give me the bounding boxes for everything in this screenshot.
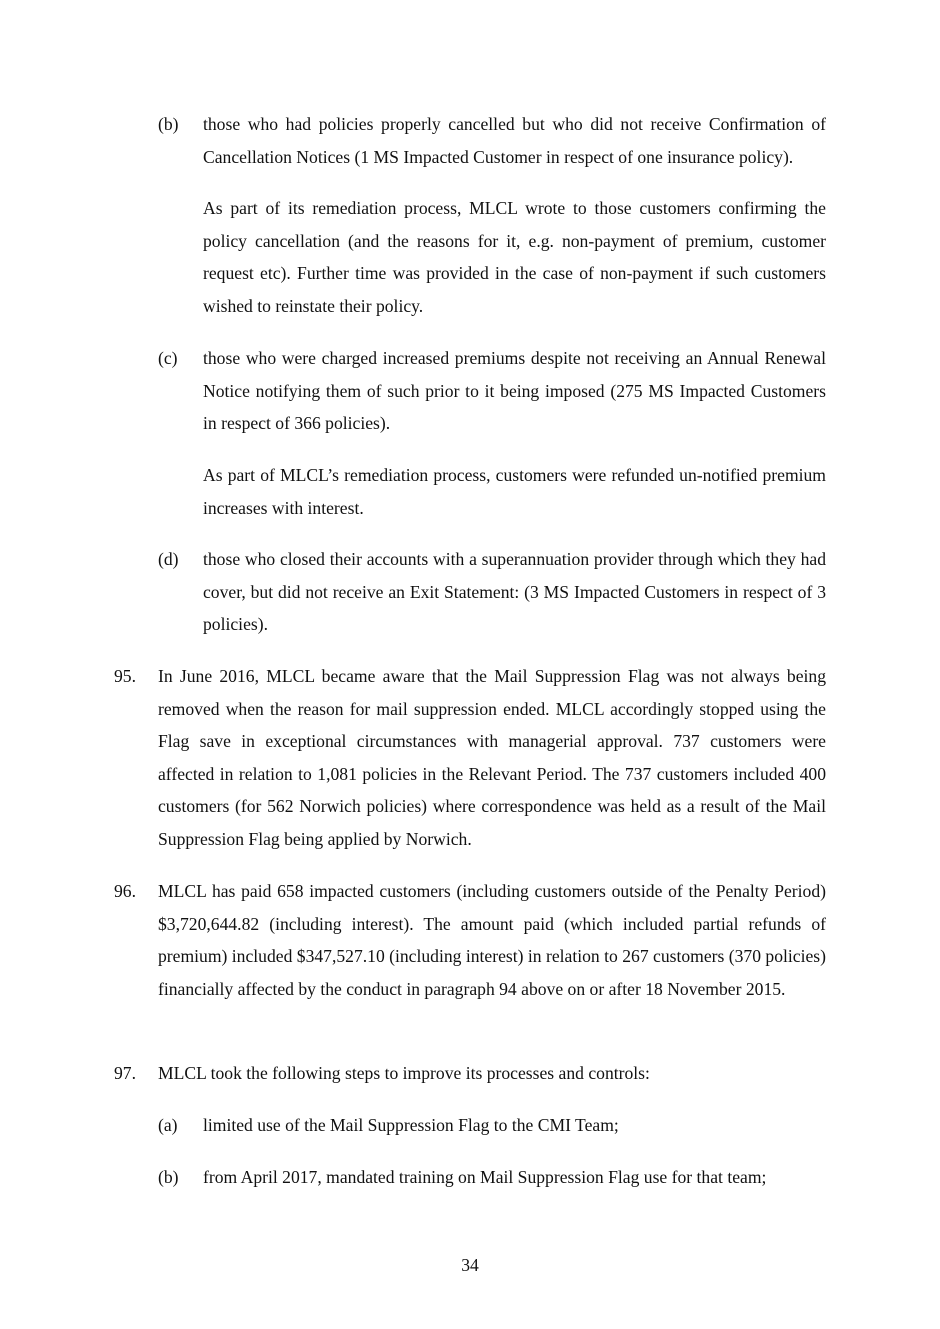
paragraph-number-95: 95. (114, 666, 136, 686)
paragraph-97: MLCL took the following steps to improve its processes and controls: (158, 1063, 650, 1083)
paragraph-96: MLCL has paid 658 impacted customers (including customers outside of the Penalty Period) $3,720,644.82 (including interest). The amount paid (which included partial refunds of premium) included $347,527.10 (including interest) in relation to 267 customers (370 policies) financially affected by the conduct in paragraph 94 above on or after 18 November 2015. (158, 881, 826, 999)
paragraph-number-97: 97. (114, 1063, 136, 1083)
item-text-d: those who closed their accounts with a superannuation provider through which they had cover, but did not receive an Exit Statement: (3 MS Impacted Customers in respect of 3 policies). (203, 549, 826, 634)
item-label-b: (b) (158, 114, 179, 134)
paragraph-number-96: 96. (114, 881, 136, 901)
step-text-b: from April 2017, mandated training on Mail Suppression Flag use for that team; (203, 1167, 767, 1187)
item-text-b: those who had policies properly cancelled but who did not receive Confirmation of Cancellation Notices (1 MS Impacted Customer in respect of one insurance policy). (203, 114, 826, 167)
step-label-a: (a) (158, 1115, 178, 1135)
item-remediation-c: As part of MLCL’s remediation process, customers were refunded un-notified premium increases with interest. (203, 465, 826, 518)
item-remediation-b: As part of its remediation process, MLCL wrote to those customers confirming the policy cancellation (and the reasons for it, e.g. non-payment of premium, customer request etc). Further time was provided in the case of non-payment if such customers wished to reinstate their policy. (203, 198, 826, 316)
step-label-b: (b) (158, 1167, 179, 1187)
page-number: 34 (461, 1255, 479, 1275)
item-text-c: those who were charged increased premiums despite not receiving an Annual Renewal Notice notifying them of such prior to it being imposed (275 MS Impacted Customers in respect of 366 policies). (203, 348, 826, 433)
paragraph-95: In June 2016, MLCL became aware that the Mail Suppression Flag was not always being removed when the reason for mail suppression ended. MLCL accordingly stopped using the Flag save in exceptional circumstances with managerial approval. 737 customers were affected in relation to 1,081 policies in the Relevant Period. The 737 customers included 400 customers (for 562 Norwich policies) where correspondence was held as a result of the Mail Suppression Flag being applied by Norwich. (158, 666, 826, 849)
item-label-d: (d) (158, 549, 179, 569)
item-label-c: (c) (158, 348, 178, 368)
step-text-a: limited use of the Mail Suppression Flag to the CMI Team; (203, 1115, 619, 1135)
